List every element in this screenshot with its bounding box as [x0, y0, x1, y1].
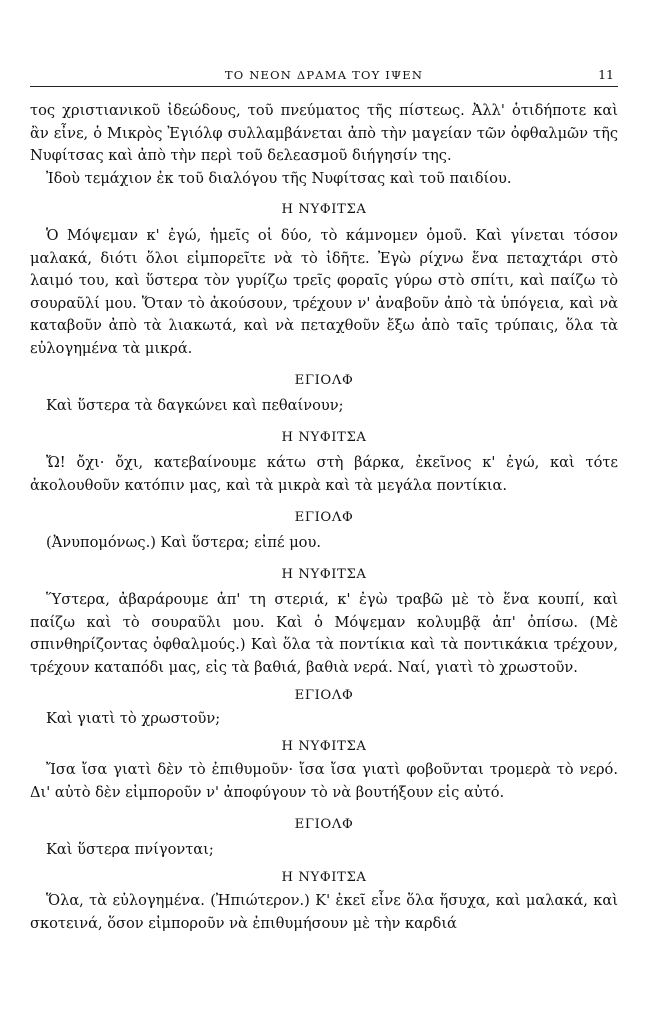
dialogue-line: Ὁ Μόψεμαν κ' ἐγώ, ἡμεῖς οἱ δύο, τὸ κάμνομεν ὁμοῦ. Καὶ γίνεται τόσον μαλακά, διότι ὅλοι εἰμπορεῖτε νὰ τὸ ἰδῆτε. Ἐγὼ ρίχνω ἕνα πεταχτάρι στὸ λαιμό του, καὶ ὕστερα τὸν γυρίζω τρεῖς φοραῖς γύρω στὸ σπίτι, καὶ παίζω τὸ σουραῦλί μου. Ὅταν τὸ ἀκούσουν, τρέχουν ν' ἀναβοῦν ἀπὸ τὰ ὑπόγεια, καὶ νὰ καταβοῦν ἀπὸ τὰ λιακωτά, καὶ νὰ πεταχθοῦν ἔξω ἀπὸ ταῖς τρύπαις, ὅλα τὰ εὐλογημένα τὰ μικρά. [30, 226, 618, 357]
speaker-heading: Η ΝΥΦΙΤΣΑ [281, 566, 367, 582]
dialogue-line: Ὤ! ὄχι· ὄχι, κατεβαίνουμε κάτω στὴ βάρκα, ἐκεῖνος κ' ἐγώ, καὶ τότε ἀκολουθοῦν κατόπιν μας, καὶ τὰ μικρὰ καὶ τὰ μεγάλα ποντίκια. [30, 454, 618, 494]
dialogue-line: (Ἀνυπομόνως.) Καὶ ὕστερα; εἰπέ μου. [46, 534, 321, 552]
speaker-heading: Η ΝΥΦΙΤΣΑ [281, 202, 367, 218]
speaker-heading: Η ΝΥΦΙΤΣΑ [281, 738, 367, 754]
running-header [30, 64, 618, 87]
dialogue-line: Καὶ ὕστερα πνίγονται; [46, 841, 214, 859]
speaker-heading: ΕΓΙΟΛΦ [294, 372, 354, 388]
opening-paragraph: τος χριστιανικοῦ ἰδεώδους, τοῦ πνεύματος τῆς πίστεως. Ἀλλ' ὁτιδήποτε καὶ ἂν εἶνε, ὁ Μικρὸς Ἐγιόλφ συλλαμβάνεται ἀπὸ τὴν μαγείαν τῶν ὀφθαλμῶν τῆς Νυφίτσας καὶ ἀπὸ τὴν περὶ τοῦ δελεασμοῦ διήγησίν της. [30, 102, 618, 165]
dialogue-line: Ἴσα ἴσα γιατὶ δὲν τὸ ἐπιθυμοῦν· ἴσα ἴσα γιατὶ φοβοῦνται τρομερὰ τὸ νερό. Δι' αὐτὸ δὲν εἰμποροῦν ν' ἀποφύγουν τὸ νὰ βουτήξουν εἰς αὐτό. [30, 761, 618, 802]
intro-paragraph: Ἰδοὺ τεμάχιον ἐκ τοῦ διαλόγου τῆς Νυφίτσας καὶ τοῦ παιδίου. [46, 169, 512, 187]
speaker-heading: ΕΓΙΟΛΦ [294, 509, 354, 525]
speaker-heading: Η ΝΥΦΙΤΣΑ [281, 429, 367, 445]
speaker-heading: ΕΓΙΟΛΦ [294, 816, 354, 832]
dialogue-line: Ὅλα, τὰ εὐλογημένα. (Ἠπιώτερον.) Κ' ἐκεῖ εἶνε ὅλα ἥσυχα, καὶ μαλακά, καὶ σκοτεινά, ὅσον εἰμποροῦν νὰ ἐπιθυμήσουν μὲ τὴν καρδιά [30, 892, 618, 932]
speaker-heading: Η ΝΥΦΙΤΣΑ [281, 869, 367, 885]
speaker-heading: ΕΓΙΟΛΦ [294, 687, 354, 703]
running-title: ΤΟ ΝΕΟΝ ΔΡΑΜΑ ΤΟΥ ΙΨΕΝ [224, 68, 424, 82]
dialogue-line: Ὕστερα, ἀβαράρουμε ἀπ' τη στεριά, κ' ἐγὼ τραβῶ μὲ τὸ ἕνα κουπί, καὶ παίζω καὶ τὸ σουραῦλι μου. Καὶ ὁ Μόψεμαν κολυμβᾷ ἀπ' ὀπίσω. (Μὲ σπινθηρίζοντας ὀφθαλμούς.) Καὶ ὅλα τὰ ποντίκια καὶ τὰ ποντικάκια τρέχουν, τρέχουν καταπόδι μας, εἰς τὰ βαθιά, βαθιὰ νερά. Ναί, γιατὶ τὸ χρωστοῦν. [30, 591, 618, 677]
page-number: 11 [598, 67, 614, 82]
dialogue-line: Καὶ γιατὶ τὸ χρωστοῦν; [46, 710, 221, 728]
dialogue-line: Καὶ ὕστερα τὰ δαγκώνει καὶ πεθαίνουν; [46, 397, 344, 415]
page-body [30, 100, 618, 936]
